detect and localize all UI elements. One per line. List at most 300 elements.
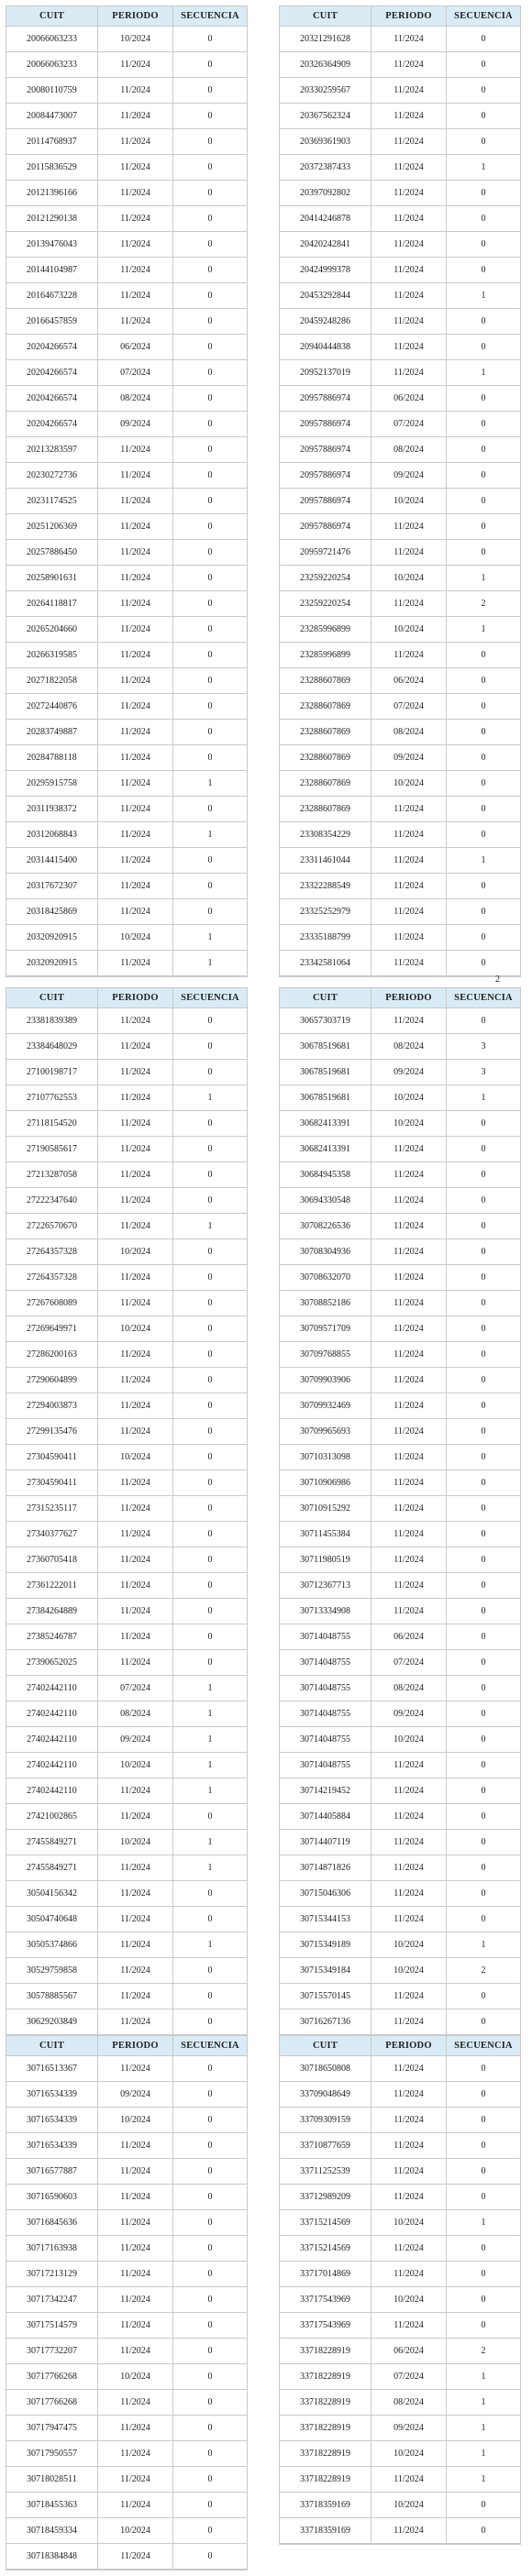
table-row bbox=[6, 2210, 247, 2236]
cuit-cell: 30714048755 bbox=[280, 1650, 371, 1675]
secuencia-cell: 0 bbox=[481, 1837, 486, 1847]
periodo-cell: 11/2024 bbox=[98, 2287, 173, 2312]
periodo-cell: 11/2024 bbox=[98, 1111, 173, 1136]
cuit-cell: 23342581064 bbox=[280, 951, 371, 975]
table-row bbox=[6, 1008, 247, 1034]
table-row bbox=[280, 1984, 520, 2009]
table-row bbox=[280, 540, 520, 566]
table-header bbox=[6, 988, 247, 1008]
secuencia-cell: 1 bbox=[207, 1760, 213, 1770]
cuit-cell: 30684945358 bbox=[280, 1162, 371, 1187]
periodo-cell: 11/2024 bbox=[98, 2185, 173, 2209]
periodo-cell: 10/2024 bbox=[98, 27, 173, 51]
secuencia-cell: 0 bbox=[481, 316, 486, 326]
periodo-cell: 10/2024 bbox=[371, 1111, 447, 1136]
secuencia-cell: 0 bbox=[207, 34, 213, 44]
table-header bbox=[280, 6, 520, 27]
cuit-cell: 30714048755 bbox=[280, 1676, 371, 1701]
cuit-cell: 30657303719 bbox=[280, 1008, 371, 1033]
table-row bbox=[6, 1111, 247, 1137]
cuit-cell: 30711980519 bbox=[280, 1547, 371, 1572]
periodo-cell: 11/2024 bbox=[371, 2185, 447, 2209]
secuencia-cell: 0 bbox=[481, 2526, 486, 2536]
table-header bbox=[280, 2036, 520, 2056]
table-row bbox=[280, 694, 520, 720]
table-row bbox=[280, 1881, 520, 1907]
table-row bbox=[6, 591, 247, 617]
table-row bbox=[6, 2313, 247, 2339]
table-row bbox=[6, 181, 247, 206]
periodo-cell: 11/2024 bbox=[371, 258, 447, 282]
secuencia-cell: 0 bbox=[207, 2269, 213, 2279]
cuit-cell: 27264357328 bbox=[6, 1239, 98, 1264]
periodo-cell: 11/2024 bbox=[98, 2467, 173, 2492]
cuit-cell: 23285996899 bbox=[280, 643, 371, 667]
secuencia-cell: 1 bbox=[481, 624, 486, 634]
cuit-cell: 20321291628 bbox=[280, 27, 371, 51]
periodo-cell: 11/2024 bbox=[371, 1188, 447, 1213]
cuit-cell: 20066063233 bbox=[6, 52, 98, 77]
cuit-cell: 23259220254 bbox=[280, 566, 371, 590]
periodo-cell: 11/2024 bbox=[98, 643, 173, 667]
secuencia-cell: 1 bbox=[207, 1709, 213, 1719]
periodo-cell: 11/2024 bbox=[98, 797, 173, 821]
periodo-cell: 11/2024 bbox=[371, 822, 447, 847]
cuit-cell: 27390652025 bbox=[6, 1650, 98, 1675]
table-row bbox=[280, 643, 520, 668]
secuencia-cell: 0 bbox=[207, 1606, 213, 1616]
cuit-cell: 23259220254 bbox=[280, 591, 371, 616]
cuit-cell: 30682413391 bbox=[280, 1111, 371, 1136]
secuencia-cell: 0 bbox=[481, 2089, 486, 2099]
secuencia-cell: 0 bbox=[207, 1118, 213, 1128]
cuit-cell: 27269649971 bbox=[6, 1316, 98, 1341]
table-row bbox=[280, 771, 520, 797]
table-row bbox=[280, 1547, 520, 1573]
secuencia-cell: 0 bbox=[481, 727, 486, 737]
secuencia-cell: 0 bbox=[481, 958, 486, 968]
cuit-cell: 27402442110 bbox=[6, 1727, 98, 1752]
secuencia-cell: 0 bbox=[481, 1863, 486, 1873]
secuencia-cell: 0 bbox=[207, 2089, 213, 2099]
periodo-cell: 11/2024 bbox=[371, 1496, 447, 1521]
periodo-cell: 06/2024 bbox=[98, 335, 173, 359]
periodo-cell: 11/2024 bbox=[371, 1445, 447, 1470]
periodo-cell: 11/2024 bbox=[98, 591, 173, 616]
cuit-cell: 27100198717 bbox=[6, 1060, 98, 1084]
periodo-cell: 11/2024 bbox=[371, 335, 447, 359]
periodo-cell: 11/2024 bbox=[98, 694, 173, 719]
cuit-cell: 23308354229 bbox=[280, 822, 371, 847]
secuencia-cell: 0 bbox=[207, 2526, 213, 2536]
secuencia-cell: 0 bbox=[207, 1195, 213, 1205]
cuit-cell: 30714048755 bbox=[280, 1624, 371, 1649]
cuit-cell: 20272440876 bbox=[6, 694, 98, 719]
cuit-cell: 27421002865 bbox=[6, 1804, 98, 1829]
periodo-cell: 11/2024 bbox=[98, 1496, 173, 1521]
table-row bbox=[6, 258, 247, 283]
table-row bbox=[6, 745, 247, 771]
periodo-cell: 11/2024 bbox=[98, 437, 173, 462]
table-row bbox=[6, 2339, 247, 2364]
cuit-cell: 20121290138 bbox=[6, 206, 98, 231]
secuencia-cell: 1 bbox=[481, 573, 486, 583]
periodo-cell: 11/2024 bbox=[98, 1932, 173, 1957]
cuit-cell: 20213283597 bbox=[6, 437, 98, 462]
cuit-cell: 20459248286 bbox=[280, 309, 371, 334]
cuit-cell: 20266319585 bbox=[6, 643, 98, 667]
cuit-cell: 20330259567 bbox=[280, 78, 371, 103]
cuit-cell: 30708852186 bbox=[280, 1291, 371, 1316]
column-header: PERIODO bbox=[98, 988, 173, 1007]
cuit-cell: 27385246787 bbox=[6, 1624, 98, 1649]
periodo-cell: 09/2024 bbox=[371, 1060, 447, 1084]
cuit-cell: 27226570670 bbox=[6, 1214, 98, 1238]
periodo-cell: 09/2024 bbox=[371, 2416, 447, 2440]
table-4 bbox=[279, 987, 521, 2036]
cuit-cell: 20080110759 bbox=[6, 78, 98, 103]
column-header: CUIT bbox=[280, 6, 371, 26]
periodo-cell: 09/2024 bbox=[98, 2082, 173, 2107]
table-row bbox=[6, 951, 247, 976]
cuit-cell: 30717766268 bbox=[6, 2390, 98, 2415]
table-row bbox=[6, 720, 247, 745]
secuencia-cell: 0 bbox=[481, 830, 486, 840]
secuencia-cell: 0 bbox=[481, 393, 486, 403]
table-row bbox=[280, 2390, 520, 2416]
cuit-cell: 20952137019 bbox=[280, 360, 371, 385]
secuencia-cell: 0 bbox=[481, 419, 486, 429]
periodo-cell: 11/2024 bbox=[98, 566, 173, 590]
periodo-cell: 11/2024 bbox=[371, 309, 447, 334]
cuit-cell: 27267608089 bbox=[6, 1291, 98, 1316]
table-row bbox=[280, 2262, 520, 2287]
cuit-cell: 20326364909 bbox=[280, 52, 371, 77]
table-row bbox=[280, 1599, 520, 1624]
secuencia-cell: 0 bbox=[481, 445, 486, 455]
table-row bbox=[280, 2210, 520, 2236]
table-row bbox=[6, 925, 247, 951]
secuencia-cell: 0 bbox=[481, 1580, 486, 1591]
secuencia-cell: 0 bbox=[481, 676, 486, 686]
cuit-cell: 30708226536 bbox=[280, 1214, 371, 1238]
secuencia-cell: 0 bbox=[481, 1991, 486, 2001]
cuit-cell: 33709309159 bbox=[280, 2108, 371, 2132]
secuencia-cell: 1 bbox=[481, 291, 486, 301]
periodo-cell: 11/2024 bbox=[98, 2210, 173, 2235]
cuit-cell: 27304590411 bbox=[6, 1445, 98, 1470]
table-row bbox=[280, 283, 520, 309]
secuencia-cell: 0 bbox=[481, 1298, 486, 1308]
cuit-cell: 30694330548 bbox=[280, 1188, 371, 1213]
secuencia-cell: 0 bbox=[207, 445, 213, 455]
table-row bbox=[280, 386, 520, 412]
table-row bbox=[280, 1239, 520, 1265]
periodo-cell: 11/2024 bbox=[98, 1547, 173, 1572]
cuit-cell: 23288607869 bbox=[280, 668, 371, 693]
secuencia-cell: 0 bbox=[207, 753, 213, 763]
secuencia-cell: 0 bbox=[207, 2551, 213, 2561]
table-row bbox=[280, 1804, 520, 1830]
periodo-cell: 11/2024 bbox=[98, 899, 173, 924]
secuencia-cell: 0 bbox=[207, 2115, 213, 2125]
periodo-cell: 11/2024 bbox=[371, 2518, 447, 2543]
periodo-cell: 11/2024 bbox=[98, 1137, 173, 1161]
secuencia-cell: 0 bbox=[481, 1657, 486, 1668]
periodo-cell: 11/2024 bbox=[371, 1599, 447, 1624]
periodo-cell: 08/2024 bbox=[371, 720, 447, 744]
periodo-cell: 11/2024 bbox=[371, 1547, 447, 1572]
periodo-cell: 11/2024 bbox=[98, 1907, 173, 1932]
periodo-cell: 11/2024 bbox=[371, 27, 447, 51]
cuit-cell: 30629203849 bbox=[6, 2009, 98, 2034]
periodo-cell: 11/2024 bbox=[371, 1214, 447, 1238]
cuit-cell: 33718359169 bbox=[280, 2493, 371, 2517]
cuit-cell: 33715214569 bbox=[280, 2210, 371, 2235]
table-row bbox=[280, 1778, 520, 1804]
table-row bbox=[6, 1162, 247, 1188]
periodo-cell: 11/2024 bbox=[98, 1214, 173, 1238]
secuencia-cell: 0 bbox=[207, 2166, 213, 2176]
table-row bbox=[280, 129, 520, 155]
cuit-cell: 30716577887 bbox=[6, 2159, 98, 2184]
periodo-cell: 10/2024 bbox=[371, 1085, 447, 1110]
cuit-cell: 30713334908 bbox=[280, 1599, 371, 1624]
secuencia-cell: 0 bbox=[481, 1016, 486, 1026]
column-header: PERIODO bbox=[371, 6, 447, 26]
cuit-cell: 30708304936 bbox=[280, 1239, 371, 1264]
secuencia-cell: 0 bbox=[207, 1170, 213, 1180]
secuencia-cell: 2 bbox=[481, 2346, 486, 2356]
table-row bbox=[280, 745, 520, 771]
periodo-cell: 11/2024 bbox=[98, 309, 173, 334]
cuit-cell: 30714405884 bbox=[280, 1804, 371, 1829]
table-row bbox=[6, 412, 247, 437]
cuit-cell: 20204266574 bbox=[6, 412, 98, 436]
secuencia-cell: 1 bbox=[207, 1683, 213, 1693]
secuencia-cell: 0 bbox=[207, 676, 213, 686]
periodo-cell: 11/2024 bbox=[98, 1342, 173, 1367]
cuit-cell: 30682413391 bbox=[280, 1137, 371, 1161]
cuit-cell: 20283749887 bbox=[6, 720, 98, 744]
secuencia-cell: 0 bbox=[207, 393, 213, 403]
cuit-cell: 33715214569 bbox=[280, 2236, 371, 2261]
secuencia-cell: 0 bbox=[481, 522, 486, 532]
cuit-cell: 30717163938 bbox=[6, 2236, 98, 2261]
cuit-cell: 20115836529 bbox=[6, 155, 98, 180]
table-row bbox=[6, 1085, 247, 1111]
cuit-cell: 30715349189 bbox=[280, 1932, 371, 1957]
table-row bbox=[280, 874, 520, 899]
table-row bbox=[280, 2082, 520, 2108]
table-row bbox=[6, 1753, 247, 1778]
table-row bbox=[280, 2364, 520, 2390]
periodo-cell: 10/2024 bbox=[98, 1830, 173, 1855]
cuit-cell: 27360705418 bbox=[6, 1547, 98, 1572]
cuit-cell: 30717514579 bbox=[6, 2313, 98, 2338]
secuencia-cell: 0 bbox=[481, 2243, 486, 2253]
secuencia-cell: 0 bbox=[207, 2320, 213, 2330]
secuencia-cell: 0 bbox=[207, 2141, 213, 2151]
secuencia-cell: 0 bbox=[207, 1349, 213, 1360]
cuit-cell: 33718228919 bbox=[280, 2390, 371, 2415]
cuit-cell: 33718359169 bbox=[280, 2518, 371, 2543]
periodo-cell: 11/2024 bbox=[98, 720, 173, 744]
periodo-cell: 11/2024 bbox=[98, 2339, 173, 2363]
periodo-cell: 07/2024 bbox=[371, 694, 447, 719]
cuit-cell: 20204266574 bbox=[6, 360, 98, 385]
periodo-cell: 11/2024 bbox=[98, 1393, 173, 1418]
secuencia-cell: 0 bbox=[481, 1888, 486, 1899]
secuencia-cell: 1 bbox=[207, 1734, 213, 1745]
table-row bbox=[6, 1830, 247, 1855]
periodo-cell: 11/2024 bbox=[98, 2313, 173, 2338]
table-row bbox=[280, 1496, 520, 1522]
cuit-cell: 27315235117 bbox=[6, 1496, 98, 1521]
cuit-cell: 20164673228 bbox=[6, 283, 98, 308]
periodo-cell: 09/2024 bbox=[98, 1727, 173, 1752]
secuencia-cell: 0 bbox=[207, 1811, 213, 1822]
periodo-cell: 11/2024 bbox=[98, 1984, 173, 2009]
table-row bbox=[6, 1368, 247, 1393]
secuencia-cell: 0 bbox=[207, 1580, 213, 1591]
secuencia-cell: 0 bbox=[207, 470, 213, 480]
periodo-cell: 11/2024 bbox=[98, 2262, 173, 2286]
table-header bbox=[280, 988, 520, 1008]
cuit-cell: 20940444838 bbox=[280, 335, 371, 359]
cuit-cell: 20271822058 bbox=[6, 668, 98, 693]
secuencia-cell: 0 bbox=[207, 137, 213, 147]
periodo-cell: 08/2024 bbox=[98, 1701, 173, 1726]
table-row bbox=[280, 2339, 520, 2364]
cuit-cell: 30716590603 bbox=[6, 2185, 98, 2209]
secuencia-cell: 2 bbox=[481, 599, 486, 609]
column-header: CUIT bbox=[6, 2036, 98, 2055]
secuencia-cell: 0 bbox=[481, 881, 486, 891]
secuencia-cell: 0 bbox=[207, 855, 213, 865]
secuencia-cell: 0 bbox=[481, 932, 486, 942]
periodo-cell: 11/2024 bbox=[371, 514, 447, 539]
cuit-cell: 20258901631 bbox=[6, 566, 98, 590]
periodo-cell: 11/2024 bbox=[98, 2236, 173, 2261]
periodo-cell: 11/2024 bbox=[98, 1034, 173, 1059]
secuencia-cell: 0 bbox=[207, 2017, 213, 2027]
cuit-cell: 20231174525 bbox=[6, 489, 98, 513]
periodo-cell: 07/2024 bbox=[98, 360, 173, 385]
table-row bbox=[280, 1342, 520, 1368]
table-row bbox=[6, 643, 247, 668]
cuit-cell: 30716845636 bbox=[6, 2210, 98, 2235]
table-row bbox=[280, 1753, 520, 1778]
cuit-cell: 20369361903 bbox=[280, 129, 371, 154]
secuencia-cell: 1 bbox=[207, 1837, 213, 1847]
cuit-cell: 30709965693 bbox=[280, 1419, 371, 1444]
periodo-cell: 10/2024 bbox=[98, 1753, 173, 1778]
secuencia-cell: 1 bbox=[481, 2218, 486, 2228]
cuit-cell: 20166457859 bbox=[6, 309, 98, 334]
periodo-cell: 11/2024 bbox=[98, 1650, 173, 1675]
table-row bbox=[280, 309, 520, 335]
secuencia-cell: 0 bbox=[207, 162, 213, 172]
table-row bbox=[6, 1239, 247, 1265]
column-header: SECUENCIA bbox=[181, 993, 239, 1003]
table-row bbox=[6, 1522, 247, 1547]
cuit-cell: 23288607869 bbox=[280, 771, 371, 796]
table-row bbox=[280, 2159, 520, 2185]
cuit-cell: 30504156342 bbox=[6, 1881, 98, 1906]
column-header: PERIODO bbox=[371, 988, 447, 1007]
periodo-cell: 11/2024 bbox=[371, 1855, 447, 1880]
secuencia-cell: 0 bbox=[207, 727, 213, 737]
periodo-cell: 11/2024 bbox=[98, 1291, 173, 1316]
cuit-cell: 30708632070 bbox=[280, 1265, 371, 1290]
secuencia-cell: 0 bbox=[481, 1683, 486, 1693]
periodo-cell: 11/2024 bbox=[371, 181, 447, 205]
table-row bbox=[280, 181, 520, 206]
cuit-cell: 27190585617 bbox=[6, 1137, 98, 1161]
secuencia-cell: 0 bbox=[481, 111, 486, 121]
periodo-cell: 08/2024 bbox=[371, 437, 447, 462]
cuit-cell: 27402442110 bbox=[6, 1701, 98, 1726]
secuencia-cell: 0 bbox=[481, 1221, 486, 1231]
cuit-cell: 23381839389 bbox=[6, 1008, 98, 1033]
secuencia-cell: 0 bbox=[481, 753, 486, 763]
table-row bbox=[6, 1599, 247, 1624]
table-row bbox=[6, 1034, 247, 1060]
secuencia-cell: 2 bbox=[481, 1965, 486, 1976]
table-row bbox=[6, 1547, 247, 1573]
table-row bbox=[6, 2236, 247, 2262]
table-row bbox=[6, 1316, 247, 1342]
secuencia-cell: 1 bbox=[481, 162, 486, 172]
table-row bbox=[280, 2185, 520, 2210]
table-row bbox=[6, 2416, 247, 2441]
table-row bbox=[6, 2518, 247, 2544]
secuencia-cell: 1 bbox=[481, 2372, 486, 2382]
periodo-cell: 11/2024 bbox=[371, 848, 447, 873]
secuencia-cell: 0 bbox=[481, 1324, 486, 1334]
column-header: SECUENCIA bbox=[454, 993, 513, 1003]
secuencia-cell: 0 bbox=[207, 188, 213, 198]
cuit-cell: 30709932469 bbox=[280, 1393, 371, 1418]
cuit-cell: 20318425869 bbox=[6, 899, 98, 924]
periodo-cell: 11/2024 bbox=[371, 1239, 447, 1264]
cuit-cell: 27213287058 bbox=[6, 1162, 98, 1187]
periodo-cell: 09/2024 bbox=[371, 745, 447, 770]
periodo-cell: 06/2024 bbox=[371, 2339, 447, 2363]
table-row bbox=[280, 514, 520, 540]
secuencia-cell: 0 bbox=[481, 214, 486, 224]
periodo-cell: 11/2024 bbox=[371, 206, 447, 231]
table-row bbox=[280, 1855, 520, 1881]
table-row bbox=[280, 2493, 520, 2518]
secuencia-cell: 0 bbox=[207, 2423, 213, 2433]
table-row bbox=[6, 309, 247, 335]
periodo-cell: 11/2024 bbox=[371, 591, 447, 616]
table-row bbox=[280, 1188, 520, 1214]
periodo-cell: 11/2024 bbox=[371, 1984, 447, 2009]
table-row bbox=[280, 52, 520, 78]
secuencia-cell: 0 bbox=[481, 1247, 486, 1257]
periodo-cell: 11/2024 bbox=[371, 643, 447, 667]
secuencia-cell: 0 bbox=[207, 111, 213, 121]
periodo-cell: 11/2024 bbox=[98, 2390, 173, 2415]
table-1 bbox=[6, 6, 248, 977]
table-row bbox=[6, 1624, 247, 1650]
periodo-cell: 11/2024 bbox=[98, 489, 173, 513]
cuit-cell: 23322288549 bbox=[280, 874, 371, 898]
table-row bbox=[280, 1214, 520, 1239]
